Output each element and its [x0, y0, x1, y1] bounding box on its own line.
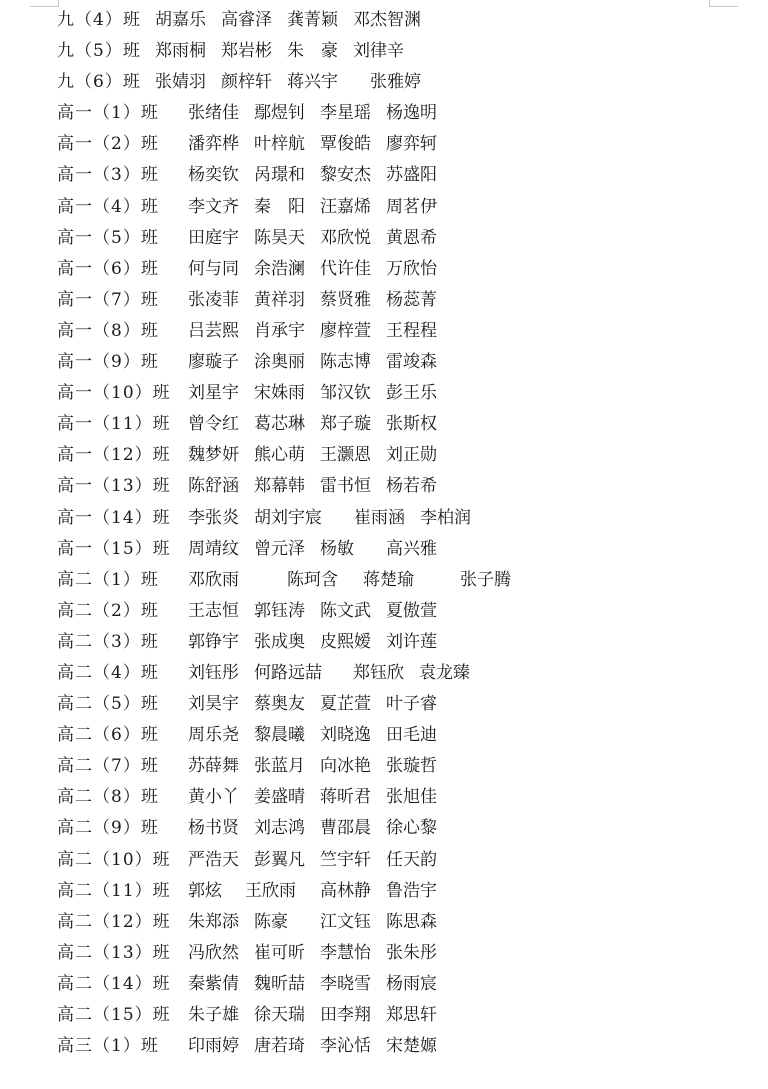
student-name: 周乐尧: [188, 725, 239, 746]
student-name: 皮熙嫒: [320, 631, 371, 652]
student-name: 秦 阳: [254, 196, 305, 217]
student-name: 余浩澜: [254, 258, 305, 279]
student-name: 竺宇轩: [320, 849, 371, 870]
student-name: 吕芸熙: [188, 320, 239, 341]
class-label: 高二（10）班: [57, 849, 171, 870]
student-name: 田毛迪: [386, 725, 437, 746]
student-name: 刘正勋: [386, 445, 437, 466]
student-name: 胡刘宇宸: [254, 507, 322, 528]
student-name: 葛芯琳: [254, 414, 305, 435]
student-name: 任天韵: [386, 849, 437, 870]
student-name: 杨奕钦: [188, 165, 239, 186]
student-name: 郭炫: [188, 880, 222, 901]
student-name: 李张炎: [188, 507, 239, 528]
student-name: 雷书恒: [320, 476, 371, 497]
student-name: 鲁浩宇: [386, 880, 437, 901]
roster-row: [57, 969, 747, 1000]
class-label: 高二（2）班: [57, 600, 159, 621]
class-label: 高一（8）班: [57, 320, 159, 341]
student-name: 杨若希: [386, 476, 437, 497]
student-name: 蒋兴宇: [287, 72, 338, 93]
student-name: 代许佳: [320, 258, 371, 279]
class-label: 高二（14）班: [57, 973, 171, 994]
class-label: 高二（7）班: [57, 756, 159, 777]
student-name: 王程程: [386, 320, 437, 341]
class-label: 高一（14）班: [57, 507, 171, 528]
student-name: 蒋昕君: [320, 787, 371, 808]
student-name: 黎安杰: [320, 165, 371, 186]
roster-row: [57, 98, 747, 129]
class-label: 高二（8）班: [57, 787, 159, 808]
student-name: 蔡贤雅: [320, 289, 371, 310]
class-label: 高一（5）班: [57, 227, 159, 248]
class-label: 九（4）班: [57, 10, 141, 30]
student-name: 涂奥丽: [254, 352, 305, 373]
class-label: 高二（1）班: [57, 569, 159, 590]
student-name: 黄小丫: [188, 787, 239, 808]
student-name: 郭铮宇: [188, 631, 239, 652]
roster-row: [57, 409, 747, 440]
student-name: 张绪佳: [188, 103, 239, 124]
class-label: 高三（1）班: [57, 1036, 159, 1057]
class-label: 高一（7）班: [57, 289, 159, 310]
student-name: 张蓝月: [254, 756, 305, 777]
roster-row: [57, 36, 747, 67]
student-name: 彭翼凡: [254, 849, 305, 870]
student-name: 廖梓萱: [320, 320, 371, 341]
class-label: 高二（9）班: [57, 818, 159, 839]
roster-row: [57, 907, 747, 938]
roster-row: [57, 254, 747, 285]
student-name: 张旭佳: [386, 787, 437, 808]
student-name: 杨逸明: [386, 103, 437, 124]
student-name: 熊心萌: [254, 445, 305, 466]
student-name: 邓杰智渊: [353, 10, 421, 30]
student-name: 魏昕喆: [254, 973, 305, 994]
student-name: 张成奥: [254, 631, 305, 652]
student-name: 李沁恬: [320, 1036, 371, 1057]
student-name: 廖璇子: [188, 352, 239, 373]
student-name: 郭钰涛: [254, 600, 305, 621]
student-name: 宋姝雨: [254, 383, 305, 404]
student-name: 陈珂含: [287, 569, 338, 590]
student-name: 王志恒: [188, 600, 239, 621]
roster-row: [57, 378, 747, 409]
student-name: 田庭宇: [188, 227, 239, 248]
student-name: 张雅婷: [370, 72, 421, 93]
student-name: 鄢煜钊: [254, 103, 305, 124]
roster-row: [57, 285, 747, 316]
roster-row: [57, 316, 747, 347]
class-label: 高一（9）班: [57, 352, 159, 373]
student-name: 陈豪: [254, 911, 288, 932]
student-name: 苏盛阳: [386, 165, 437, 186]
student-name: 杨雨宸: [386, 973, 437, 994]
student-name: 邹汉钦: [320, 383, 371, 404]
student-name: 李柏润: [420, 507, 471, 528]
student-name: 宋楚嫄: [386, 1036, 437, 1057]
student-name: 蒋楚瑜: [363, 569, 414, 590]
class-label: 高一（10）班: [57, 383, 171, 404]
student-name: 朱郑添: [188, 911, 239, 932]
roster-row: [57, 876, 747, 907]
student-name: 田李翔: [320, 1005, 371, 1025]
student-name: 张子腾: [460, 569, 511, 590]
student-name: 刘星宇: [188, 383, 239, 404]
roster-row: [57, 596, 747, 627]
student-name: 郑幕韩: [254, 476, 305, 497]
student-name: 胡嘉乐: [155, 10, 206, 30]
roster-row: [57, 440, 747, 471]
roster-row: [57, 471, 747, 502]
class-label: 高二（13）班: [57, 942, 171, 963]
class-label: 高一（13）班: [57, 476, 171, 497]
class-label: 九（5）班: [57, 41, 141, 62]
roster-row: [57, 160, 747, 191]
student-name: 黄祥羽: [254, 289, 305, 310]
student-name: 肖承宇: [254, 320, 305, 341]
student-name: 蔡奥友: [254, 694, 305, 715]
class-label: 高一（1）班: [57, 103, 159, 124]
class-label: 高二（4）班: [57, 662, 159, 683]
roster-row: [57, 813, 747, 844]
student-name: 张斯权: [386, 414, 437, 435]
student-name: 郑岩彬: [221, 41, 272, 62]
class-label: 高一（6）班: [57, 258, 159, 279]
student-name: 杨书贤: [188, 818, 239, 839]
student-name: 龚菁颖: [287, 10, 338, 30]
student-name: 周茗伊: [386, 196, 437, 217]
student-name: 魏梦妍: [188, 445, 239, 466]
student-name: 张婧羽: [155, 72, 206, 93]
student-name: 高睿泽: [221, 10, 272, 30]
student-name: 李晓雪: [320, 973, 371, 994]
student-name: 杨敏: [320, 538, 354, 559]
roster-row: [57, 5, 747, 36]
class-label: 高二（3）班: [57, 631, 159, 652]
student-name: 呙璟和: [254, 165, 305, 186]
student-name: 覃俊皓: [320, 134, 371, 155]
student-name: 张璇哲: [386, 756, 437, 777]
student-name: 陈舒涵: [188, 476, 239, 497]
page-corner-mark-left: [30, 0, 59, 7]
student-name: 杨蕊菁: [386, 289, 437, 310]
student-name: 刘昊宇: [188, 694, 239, 715]
student-name: 邓欣雨: [188, 569, 239, 590]
class-label: 高一（12）班: [57, 445, 171, 466]
class-label: 高一（3）班: [57, 165, 159, 186]
student-name: 张朱彤: [386, 942, 437, 963]
student-name: 郑钰欣: [353, 662, 404, 683]
student-name: 王欣雨: [245, 880, 296, 901]
roster-row: [57, 129, 747, 160]
student-name: 高林静: [320, 880, 371, 901]
roster-row: [57, 534, 747, 565]
student-name: 高兴雅: [386, 538, 437, 559]
student-name: 何路远喆: [254, 662, 322, 683]
student-name: 何与同: [188, 258, 239, 279]
student-name: 颜梓轩: [221, 72, 272, 93]
student-name: 江文钰: [320, 911, 371, 932]
student-name: 廖弈轲: [386, 134, 437, 155]
roster-row: [57, 782, 747, 813]
student-name: 苏薛舞: [188, 756, 239, 777]
class-label: 高二（5）班: [57, 694, 159, 715]
student-name: 潘弈桦: [188, 134, 239, 155]
class-label: 高二（12）班: [57, 911, 171, 932]
roster-row: [57, 67, 747, 98]
student-name: 徐天瑞: [254, 1005, 305, 1025]
class-label: 高二（15）班: [57, 1005, 171, 1025]
roster-row: [57, 565, 747, 596]
roster-row: [57, 347, 747, 378]
roster-row: [57, 658, 747, 689]
roster-row: [57, 938, 747, 969]
student-name: 严浩天: [188, 849, 239, 870]
student-name: 黎晨曦: [254, 725, 305, 746]
student-name: 印雨婷: [188, 1036, 239, 1057]
student-name: 陈思森: [386, 911, 437, 932]
student-name: 朱 豪: [287, 41, 338, 62]
student-name: 刘晓逸: [320, 725, 371, 746]
student-name: 陈文武: [320, 600, 371, 621]
student-name: 汪嘉烯: [320, 196, 371, 217]
student-name: 陈昊天: [254, 227, 305, 248]
student-name: 李星瑶: [320, 103, 371, 124]
student-name: 王灏恩: [320, 445, 371, 466]
student-name: 李文齐: [188, 196, 239, 217]
class-label: 高一（4）班: [57, 196, 159, 217]
student-name: 陈志博: [320, 352, 371, 373]
roster-row: [57, 503, 747, 534]
roster-row: [57, 689, 747, 720]
class-label: 高二（6）班: [57, 725, 159, 746]
student-name: 崔可昕: [254, 942, 305, 963]
student-name: 徐心黎: [386, 818, 437, 839]
student-name: 曾元泽: [254, 538, 305, 559]
student-name: 夏傲萱: [386, 600, 437, 621]
student-name: 曹邵晨: [320, 818, 371, 839]
student-name: 李慧怡: [320, 942, 371, 963]
student-name: 雷竣森: [386, 352, 437, 373]
student-name: 向冰艳: [320, 756, 371, 777]
student-name: 刘律辛: [353, 41, 404, 62]
student-name: 郑雨桐: [155, 41, 206, 62]
roster-row: [57, 1031, 747, 1062]
student-name: 彭王乐: [386, 383, 437, 404]
student-name: 秦紫倩: [188, 973, 239, 994]
student-name: 刘许莲: [386, 631, 437, 652]
student-name: 叶子睿: [386, 694, 437, 715]
class-label: 高一（2）班: [57, 134, 159, 155]
roster-row: [57, 720, 747, 751]
student-name: 黄恩希: [386, 227, 437, 248]
class-label: 高二（11）班: [57, 880, 171, 901]
student-name: 张凌菲: [188, 289, 239, 310]
student-name: 刘钰彤: [188, 662, 239, 683]
roster-row: [57, 627, 747, 658]
roster-row: [57, 751, 747, 782]
student-name: 朱子雄: [188, 1005, 239, 1025]
roster-row: [57, 223, 747, 254]
class-label: 高一（11）班: [57, 414, 171, 435]
student-name: 郑思轩: [386, 1005, 437, 1025]
student-name: 夏芷萱: [320, 694, 371, 715]
student-name: 袁龙臻: [419, 662, 470, 683]
roster-row: [57, 845, 747, 876]
student-name: 郑子璇: [320, 414, 371, 435]
student-name: 崔雨涵: [354, 507, 405, 528]
class-label: 高一（15）班: [57, 538, 171, 559]
student-name: 邓欣悦: [320, 227, 371, 248]
student-name: 刘志鸿: [254, 818, 305, 839]
student-name: 冯欣然: [188, 942, 239, 963]
class-roster: [57, 5, 747, 1062]
student-name: 唐若琦: [254, 1036, 305, 1057]
student-name: 叶梓航: [254, 134, 305, 155]
roster-row: [57, 192, 747, 223]
roster-row: [57, 1000, 747, 1031]
student-name: 万欣怡: [386, 258, 437, 279]
student-name: 周靖纹: [188, 538, 239, 559]
student-name: 姜盛晴: [254, 787, 305, 808]
class-label: 九（6）班: [57, 72, 141, 93]
student-name: 曾令红: [188, 414, 239, 435]
